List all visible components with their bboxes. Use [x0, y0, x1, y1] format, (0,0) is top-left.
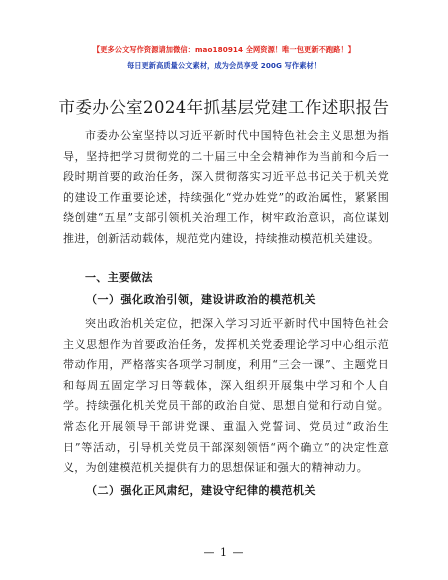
- promo-line-blue: 每日更新高质量公文素材，成为会员享受 200G 写作素材！: [126, 61, 322, 70]
- section-heading-main-practices: 一、主要做法: [85, 271, 153, 284]
- subsection-heading-discipline: （二）强化正风肃纪，建设守纪律的模范机关: [86, 484, 316, 497]
- document-title: 市委办公室2024年抓基层党建工作述职报告: [58, 98, 390, 117]
- promo-line-red: 【更多公文写作资源请加微信：mao180914 全网资源！唯一包更新不跑路！】: [92, 45, 356, 54]
- subsection-paragraph-political-leadership: 突出政治机关定位，把深入学习习近平新时代中国特色社会主义思想作为首要政治任务，发挥机关党委理论学习中心组示范带动作用，严格落实各项学习制度，利用“三会一课”、主题党日和每周五固定学习日等载体，深入组织开展集中学习和个人自学。持续强化机关党员干部的政治自觉、思想自觉和行动自觉。常态化开展领导干部讲党课、重温入党誓词、党员过“政治生日”等活动，引导机关党员干部深刻领悟“两个确立”的决定性意义，为创建模范机关提供有力的思想保证和强大的精神动力。: [63, 317, 389, 475]
- page-number: — 1 —: [203, 546, 245, 559]
- subsection-heading-political-leadership: （一）强化政治引领，建设讲政治的模范机关: [86, 293, 316, 306]
- promo-banner: [0, 43, 448, 72]
- intro-paragraph: 市委办公室坚持以习近平新时代中国特色社会主义思想为指导，坚持把学习贯彻党的二十届三中全会精神作为当前和今后一段时期首要的政治任务，深入贯彻落实习近平总书记关于机关党的建设工作重要论述，持续强化“党办姓党”的政治属性，紧紧围绕创建“五星”支部引领机关治理工作，树牢政治意识，高位谋划推进，创新活动载体，规范党内建设，持续推动模范机关建设。: [63, 129, 389, 245]
